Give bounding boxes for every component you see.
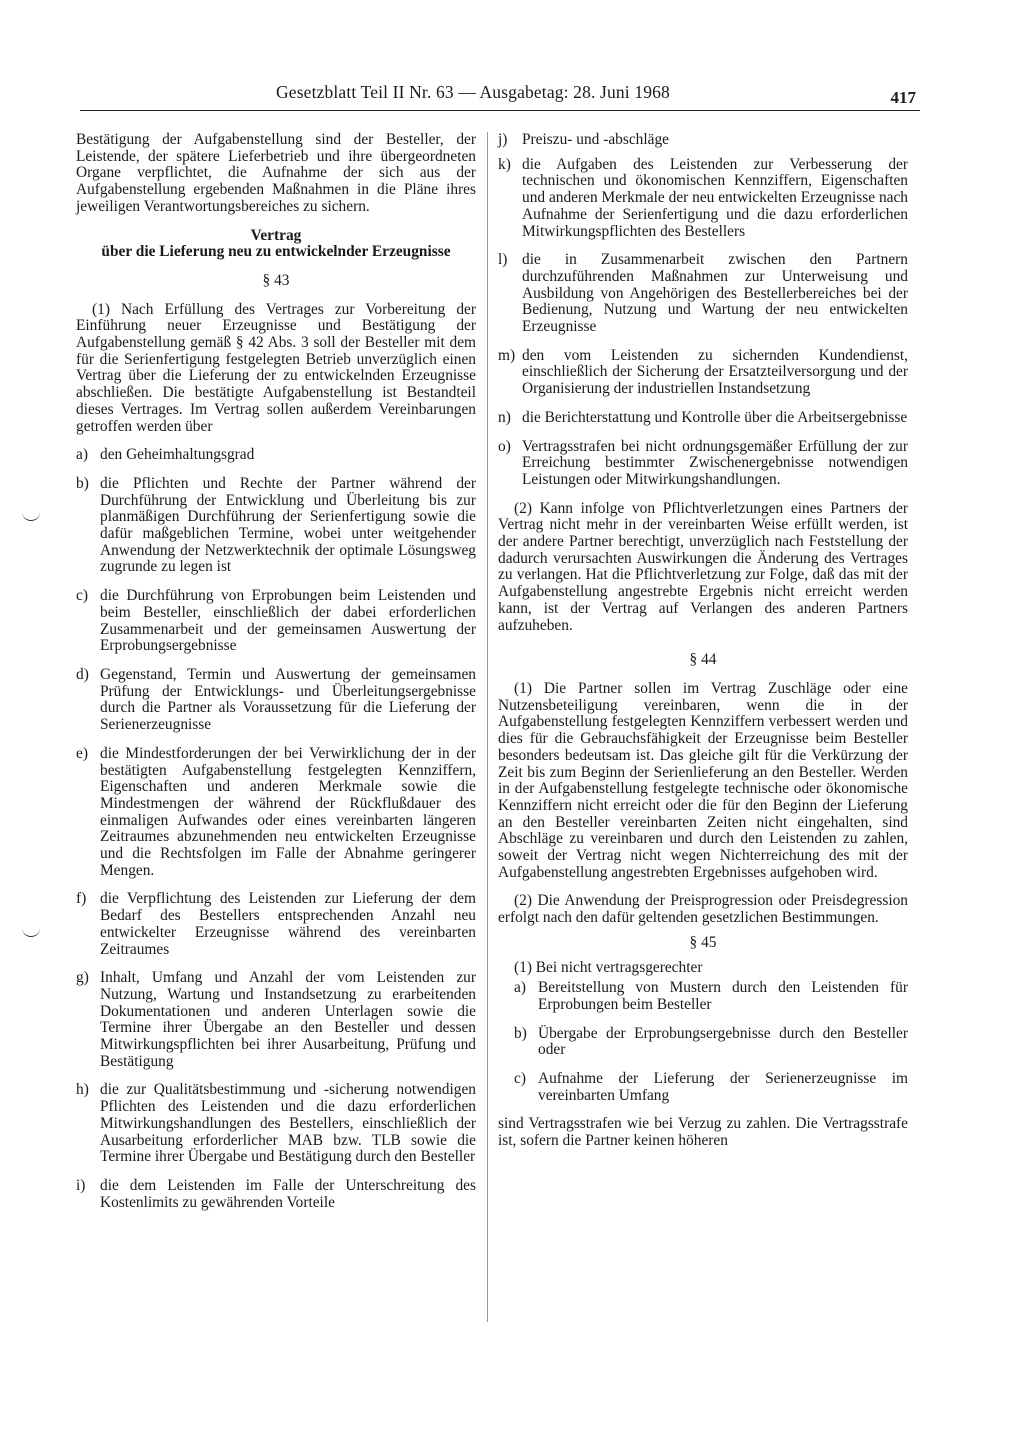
page-header bbox=[80, 82, 920, 111]
list-item bbox=[76, 891, 476, 958]
list-item-label: o) bbox=[498, 437, 511, 455]
list-item-label: f) bbox=[76, 890, 87, 908]
list-item-text: den vom Leistenden zu sichernden Kundendienst, einschließlich der Sicherung der Ersatzteilversorgung und der Organisierung der industriellen Instandsetzung bbox=[522, 346, 908, 398]
list-item-text: die zur Qualitätsbestimmung und -sicherung notwendigen Pflichten des Leistenden und die dazu erforderlichen Mitwirkungshandlungen des Bestellers, einschließlich der Ausarbeitung erforderlicher MAB bzw. TLB sowie die Termine ihrer Übergabe und Bestätigung durch den Besteller bbox=[100, 1081, 476, 1166]
list-item-label: a) bbox=[76, 446, 88, 464]
list-item-label: b) bbox=[514, 1024, 527, 1042]
right-column bbox=[498, 132, 908, 1150]
list-item-label: c) bbox=[76, 587, 88, 605]
list-item-text: die Aufgaben des Leistenden zur Verbesserung der technischen und ökonomischen Kennziffern, Eigenschaften und anderen Merkmale der neu entwickelten Erzeugnisse nach Aufnahme der Serienfertigung und die dazu erforderlichen Mitwirkungspflichten des Bestellers bbox=[522, 155, 908, 240]
section-44-heading: § 44 bbox=[689, 651, 717, 669]
contract-heading: Vertrag bbox=[250, 226, 302, 244]
list-item bbox=[76, 588, 476, 655]
list-item-label: c) bbox=[514, 1070, 526, 1088]
list-item bbox=[498, 348, 908, 398]
list-item bbox=[498, 410, 908, 427]
list-item-label: d) bbox=[76, 665, 89, 683]
list-item bbox=[498, 439, 908, 489]
intro-paragraph: Bestätigung der Aufgabenstellung sind der Besteller, der Leistende, der spätere Lieferbetrieb und ihre übergeordneten Organe verpflichtet, die Aufnahme der sich aus der Aufgabenstellung ergebenden Maßnahmen in die Pläne ihres jeweiligen Verantwortungsbereiches zu sichern. bbox=[76, 131, 476, 215]
list-item-text: die Mindestforderungen der bei Verwirklichung der in der bestätigten Aufgabenstellung festgelegten Kennziffern, Eigenschaften und anderen Merkmale sowie die Mindestmengen der während der Rückflußdauer des einmaligen Aufwandes oder eines vereinbarten längeren Zeitraumes abzunehmenden neu entwickelten Erzeugnisse und die Rechtsfolgen im Falle der Abnahme geringerer Mengen. bbox=[100, 744, 476, 879]
list-item bbox=[76, 970, 476, 1070]
list-item bbox=[76, 447, 476, 464]
section-45-tail: sind Vertragsstrafen wie bei Verzug zu zahlen. Die Vertragsstrafe ist, sofern die Partner keinen höheren bbox=[498, 1115, 908, 1150]
list-item bbox=[498, 980, 908, 1013]
section-44-paragraph-2: (2) Die Anwendung der Preisprogression oder Preisdegression erfolgt nach den dafür geltenden gesetzlichen Bestimmungen. bbox=[498, 892, 908, 927]
list-item-label: j) bbox=[498, 131, 508, 148]
list-item-text: die in Zusammenarbeit zwischen den Partnern durchzuführenden Maßnahmen zur Unterweisung und Ausbildung von Angehörigen des Bestellerbereiches bei der Bedienung, Nutzung und Wartung der neu entwickelten Erzeugnisse bbox=[522, 251, 908, 336]
list-item bbox=[76, 1082, 476, 1166]
list-item-label: i) bbox=[76, 1176, 86, 1194]
list-item-text: Vertragsstrafen bei nicht ordnungsgemäßer Erfüllung der zur Erreichung bestimmter Zwischenergebnisse notwendigen Leistungen oder Mitwirkungshandlungen. bbox=[522, 437, 908, 488]
list-item bbox=[498, 252, 908, 336]
list-item bbox=[76, 1178, 476, 1211]
list-item-text: Preiszu- und -abschläge bbox=[522, 131, 670, 148]
section-43-paragraph-1: (1) Nach Erfüllung des Vertrages zur Vorbereitung der Einführung neuer Erzeugnisse und Bestätigung der Aufgabenstellung gemäß § 42 Abs. 3 soll der Besteller mit dem für die Serienfertigung festgelegten Betrieb unverzüglich einen Vertrag über die Lieferung der zu entwickelnden Erzeugnisse abschließen. Die bestätigte Aufgabenstellung ist Bestandteil dieses Vertrages. Im Vertrag sollen außerdem Vereinbarungen getroffen werden über bbox=[76, 300, 476, 435]
list-item-label: m) bbox=[498, 346, 516, 364]
list-item bbox=[498, 1071, 908, 1104]
list-item bbox=[76, 476, 476, 576]
list-item-label: k) bbox=[498, 155, 511, 173]
list-item-text: Gegenstand, Termin und Auswertung der gemeinsamen Prüfung der Entwicklungs- und Überleitungsergebnisse durch die Partner als Voraussetzung für die Lieferung der Serienerzeugnisse bbox=[100, 665, 476, 734]
list-item bbox=[498, 1026, 908, 1059]
list-item-text: die Verpflichtung des Leistenden zur Lieferung der dem Bedarf des Bestellers entsprechenden Anzahl neu entwickelter Erzeugnisse während des vereinbarten Zeitraumes bbox=[100, 890, 476, 958]
list-item-text: Inhalt, Umfang und Anzahl der vom Leistenden zur Nutzung, Wartung und Instandsetzung zu erarbeitenden Dokumentationen und anderen Unterlagen sowie die Termine ihrer Übergabe an den Besteller und dessen Mitwirkungspflichten bei ihrer Ausarbeitung, Prüfung und Bestätigung bbox=[100, 969, 476, 1070]
list-item-text: die Berichterstattung und Kontrolle über die Arbeitsergebnisse bbox=[522, 408, 908, 426]
section-45-heading: § 45 bbox=[689, 933, 717, 951]
list-item-text: die Durchführung von Erprobungen beim Leistenden und beim Besteller, einschließlich der dabei erforderlichen Zusammenarbeit und der gemeinsamen Auswertung der Erprobungsergebnisse bbox=[100, 587, 476, 655]
list-item bbox=[498, 157, 908, 241]
list-item-text: Bereitstellung von Mustern durch den Leistenden für Erprobungen beim Besteller bbox=[538, 979, 908, 1013]
list-item-label: g) bbox=[76, 969, 89, 987]
margin-mark bbox=[22, 510, 40, 521]
column-divider bbox=[487, 132, 488, 1322]
list-item-text: den Geheimhaltungsgrad bbox=[100, 446, 255, 464]
list-item-label: h) bbox=[76, 1081, 89, 1099]
section-43-heading: § 43 bbox=[262, 271, 290, 289]
page-number: 417 bbox=[890, 88, 916, 107]
list-item-label: a) bbox=[514, 979, 526, 997]
list-item-label: l) bbox=[498, 251, 508, 269]
list-item-label: n) bbox=[498, 408, 511, 426]
section-45-paragraph-1: (1) Bei nicht vertragsgerechter bbox=[514, 958, 703, 976]
list-item-text: die Pflichten und Rechte der Partner während der Durchführung der Entwicklung und Überleitung bis zur planmäßigen Durchführung der Serienfertigung sowie die dafür maßgeblichen Termine, wobei unter weitgehender Anwendung der Netzwerktechnik der optimale Lösungsweg zugrunde zu legen ist bbox=[100, 474, 476, 576]
list-item-label: b) bbox=[76, 474, 89, 492]
contract-subheading: über die Lieferung neu zu entwickelnder Erzeugnisse bbox=[101, 243, 451, 261]
list-item-text: Übergabe der Erprobungsergebnisse durch den Besteller oder bbox=[538, 1024, 908, 1059]
list-item bbox=[76, 746, 476, 880]
left-column bbox=[76, 132, 476, 1211]
list-item-text: die dem Leistenden im Falle der Unterschreitung des Kostenlimits zu gewährenden Vorteile bbox=[100, 1176, 476, 1211]
header-title: Gesetzblatt Teil II Nr. 63 — Ausgabetag: 28. Juni 1968 bbox=[276, 82, 670, 102]
section-44-paragraph-1: (1) Die Partner sollen im Vertrag Zuschläge oder eine Nutzensbeteiligung vereinbaren, wenn die in der Aufgabenstellung festgelegten Kennziffern verbessert werden und dies für die Gebrauchsfähigkeit der Erzeugnisse beim Besteller besonders bedeutsam ist. Das gleiche gilt für die Verkürzung der Zeit bis zum Beginn der Serienlieferung an den Besteller. Werden in der Aufgabenstellung festgelegte technische oder ökonomische Kennziffern nicht erreicht oder die für den Beginn der Lieferung an den Besteller vereinbarten Zeiten nicht eingehalten, sind Abschläge zu vereinbaren und durch den Leistenden zu zahlen, soweit der Vertrag nicht wegen Nichterreichung des mit der Aufgabenstellung angestrebten Ergebnisses aufgehoben wird. bbox=[498, 679, 908, 881]
list-item-text: Aufnahme der Lieferung der Serienerzeugnisse im vereinbarten Umfang bbox=[538, 1070, 908, 1104]
list-item bbox=[76, 667, 476, 734]
list-item bbox=[498, 132, 908, 149]
list-item-label: e) bbox=[76, 744, 88, 762]
margin-mark bbox=[22, 926, 40, 937]
section-43-paragraph-2: (2) Kann infolge von Pflichtverletzungen eines Partners der Vertrag nicht mehr in der vereinbarten Weise erfüllt werden, ist der andere Partner berechtigt, unverzüglich nach Feststellung der dadurch verursachten Auswirkungen die Änderung des Vertrages zu verlangen. Hat die Pflichtverletzung zur Folge, daß das mit der Aufgabenstellung angestrebte Ergebnis nicht erreicht werden kann, ist der Vertrag auf Verlangen des anderen Partners aufzuheben. bbox=[498, 499, 908, 634]
